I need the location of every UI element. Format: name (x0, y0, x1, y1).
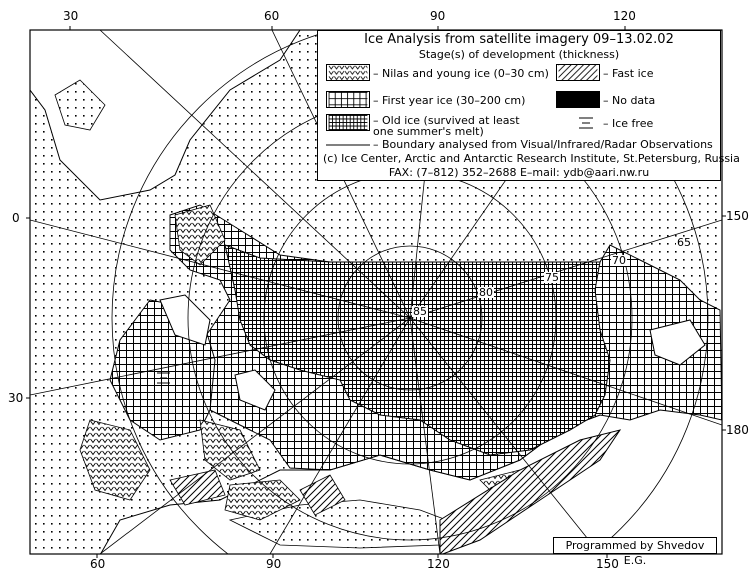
legend-label-nilas: – Nilas and young ice (0–30 cm) (373, 67, 549, 80)
lat-label-80: 80 (479, 286, 493, 299)
lat-label-70: 70 (612, 254, 626, 267)
right-tick-180: 180 (726, 423, 749, 437)
top-tick-60: 60 (264, 9, 280, 23)
bottom-tick-60: 60 (90, 557, 106, 571)
lat-label-85: 85 (413, 305, 427, 318)
legend-contact: FAX: (7–812) 352–2688 E–mail: ydb@aari.nw.ru (388, 166, 650, 179)
bottom-tick-150: 150 (596, 557, 619, 571)
legend-label-fast-ice: – Fast ice (603, 67, 654, 80)
legend-title: Ice Analysis from satellite imagery 09–13.02.02 (364, 32, 674, 47)
legend-label-first-year: – First year ice (30–200 cm) (373, 94, 526, 107)
swatch-fast-ice (556, 64, 600, 81)
footer-credit: Programmed by Shvedov E.G. (553, 537, 717, 554)
legend-box (317, 30, 740, 181)
legend-boundary-note: – Boundary analysed from Visual/Infrared/Radar Observations (373, 138, 713, 151)
lat-label-65: 65 (677, 236, 691, 249)
bottom-tick-90: 90 (266, 557, 282, 571)
left-tick-30: 30 (8, 391, 24, 405)
lat-label-75: 75 (545, 271, 559, 284)
legend-credit: (c) Ice Center, Arctic and Antarctic Research Institute, St.Petersburg, Russia (323, 152, 740, 165)
swatch-first-year (326, 91, 370, 108)
legend-subtitle: Stage(s) of development (thickness) (418, 48, 620, 61)
top-tick-120: 120 (613, 9, 636, 23)
swatch-no-data (556, 91, 600, 108)
swatch-nilas (326, 64, 370, 81)
legend-label-ice-free: – Ice free (603, 117, 654, 130)
left-tick-0: 0 (12, 211, 20, 225)
boundary-line-sample (326, 144, 370, 146)
top-tick-30: 30 (63, 9, 79, 23)
legend-label-old-ice: – Old ice (survived at least one summer's melt) (373, 114, 520, 138)
bottom-tick-120: 120 (427, 557, 450, 571)
top-tick-90: 90 (430, 9, 446, 23)
right-tick-150: 150 (726, 209, 749, 223)
legend-label-no-data: – No data (603, 94, 656, 107)
swatch-old-ice (326, 114, 370, 131)
swatch-ice-free (578, 117, 594, 129)
